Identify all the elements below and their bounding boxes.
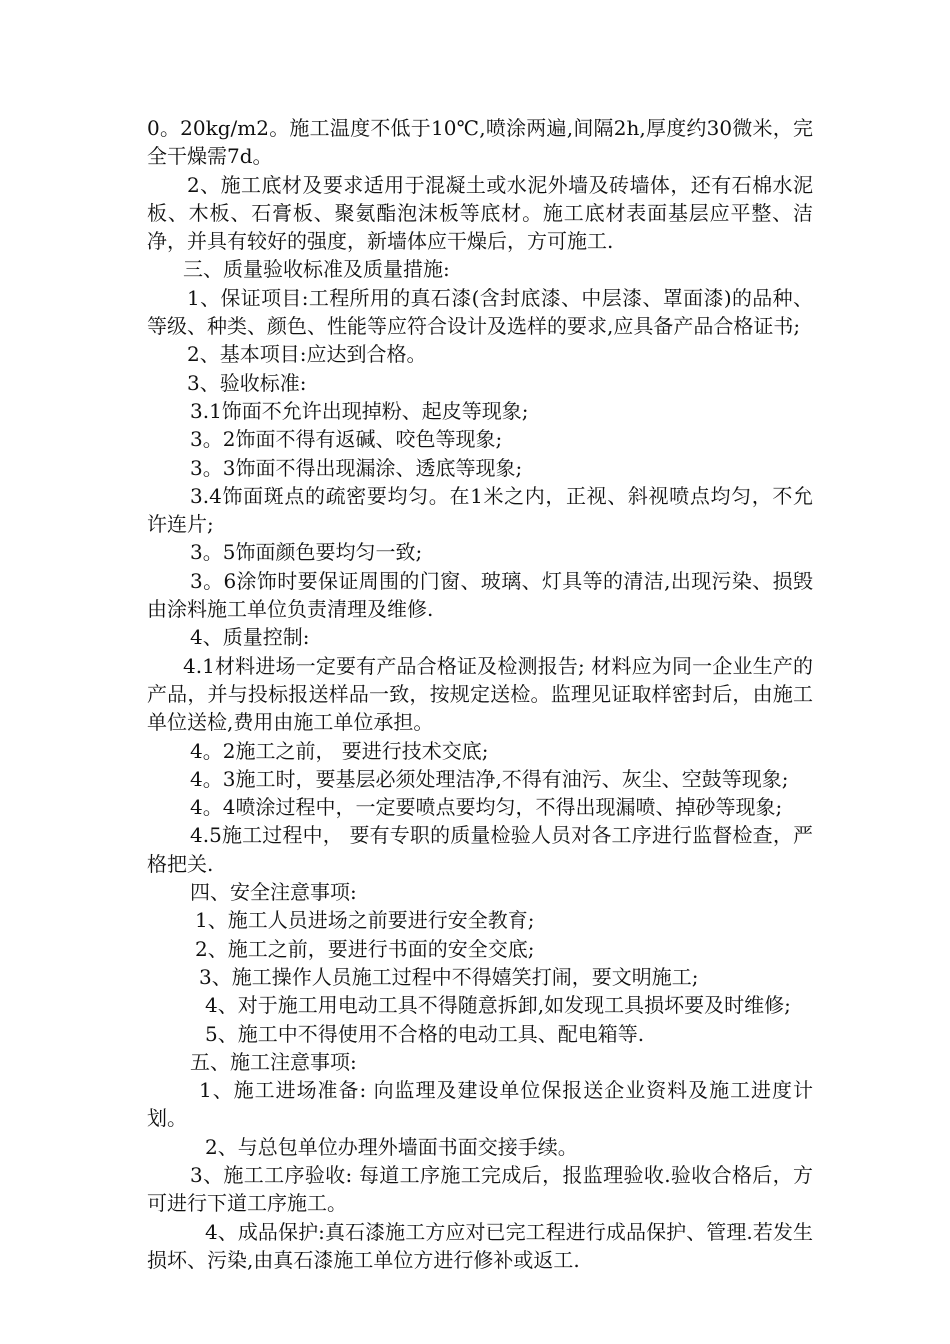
paragraph-21: 3、施工操作人员施工过程中不得嬉笑打闹，要文明施工; (199, 964, 699, 989)
paragraph-13: 4.1材料进场一定要有产品合格证及检测报告; 材料应为同一企业生产的产品，并与投标报送样品一致，按规定送检。监理见证取样密封后，由施工单位送检,费用由施工单位承担。 (147, 653, 813, 735)
paragraph-22: 4、对于施工用电动工具不得随意拆卸,如发现工具损坏要及时维修; (205, 993, 791, 1018)
document-body (147, 114, 813, 1274)
paragraph-4: 2、基本项目:应达到合格。 (187, 342, 427, 367)
paragraph-11: 3。6涂饰时要保证周围的门窗、玻璃、灯具等的清洁,出现污染、损毁由涂料施工单位负责清理及维修. (147, 568, 813, 622)
paragraph-20: 2、施工之前，要进行书面的安全交底; (195, 936, 535, 961)
paragraph-0: 0。20kg/m2。施工温度不低于10℃,喷涂两遍,间隔2h,厚度约30微米，完全干燥需7d。 (147, 116, 813, 169)
paragraph-26: 2、与总包单位办理外墙面书面交接手续。 (205, 1134, 578, 1159)
paragraph-23: 5、施工中不得使用不合格的电动工具、配电箱等. (205, 1021, 645, 1046)
paragraph-9: 3.4饰面斑点的疏密要均匀。在1米之内，正视、斜视喷点均匀，不允许连片; (147, 483, 813, 537)
paragraph-16: 4。4喷涂过程中，一定要喷点要均匀，不得出现漏喷、掉砂等现象; (190, 795, 783, 820)
paragraph-19: 1、施工人员进场之前要进行安全教育; (195, 908, 535, 933)
paragraph-6: 3.1饰面不允许出现掉粉、起皮等现象; (190, 398, 529, 423)
section-heading-3: 三、质量验收标准及质量措施: (183, 257, 450, 282)
paragraph-5: 3、验收标准: (187, 370, 307, 395)
paragraph-1: 2、施工底材及要求适用于混凝土或水泥外墙及砖墙体，还有石棉水泥板、木板、石膏板、聚氨酯泡沫板等底材。施工底材表面基层应平整、洁净，并具有较好的强度，新墙体应干燥后，方可施工. (147, 172, 813, 254)
paragraph-12: 4、质量控制: (190, 625, 310, 650)
paragraph-8: 3。3饰面不得出现漏涂、透底等现象; (190, 455, 523, 480)
section-heading-4: 四、安全注意事项: (190, 880, 357, 905)
paragraph-25: 1、施工进场准备: 向监理及建设单位保报送企业资料及施工进度计划。 (147, 1078, 813, 1131)
paragraph-28: 4、成品保护:真石漆施工方应对已完工程进行成品保护、管理.若发生损坏、污染,由真石漆施工单位方进行修补或返工. (147, 1219, 813, 1272)
paragraph-3: 1、保证项目:工程所用的真石漆(含封底漆、中层漆、罩面漆)的品种、等级、种类、颜色、性能等应符合设计及选样的要求,应具备产品合格证书; (147, 285, 813, 339)
paragraph-14: 4。2施工之前， 要进行技术交底; (190, 738, 489, 763)
paragraph-15: 4。3施工时，要基层必须处理洁净,不得有油污、灰尘、空鼓等现象; (190, 766, 789, 791)
paragraph-7: 3。2饰面不得有返碱、咬色等现象; (190, 427, 503, 452)
paragraph-10: 3。5饰面颜色要均匀一致; (190, 540, 423, 565)
paragraph-27: 3、施工工序验收: 每道工序施工完成后，报监理验收.验收合格后，方可进行下道工序施工。 (147, 1162, 813, 1216)
section-heading-5: 五、施工注意事项: (190, 1049, 357, 1074)
paragraph-17: 4.5施工过程中， 要有专职的质量检验人员对各工序进行监督检查，严格把关. (147, 823, 813, 876)
